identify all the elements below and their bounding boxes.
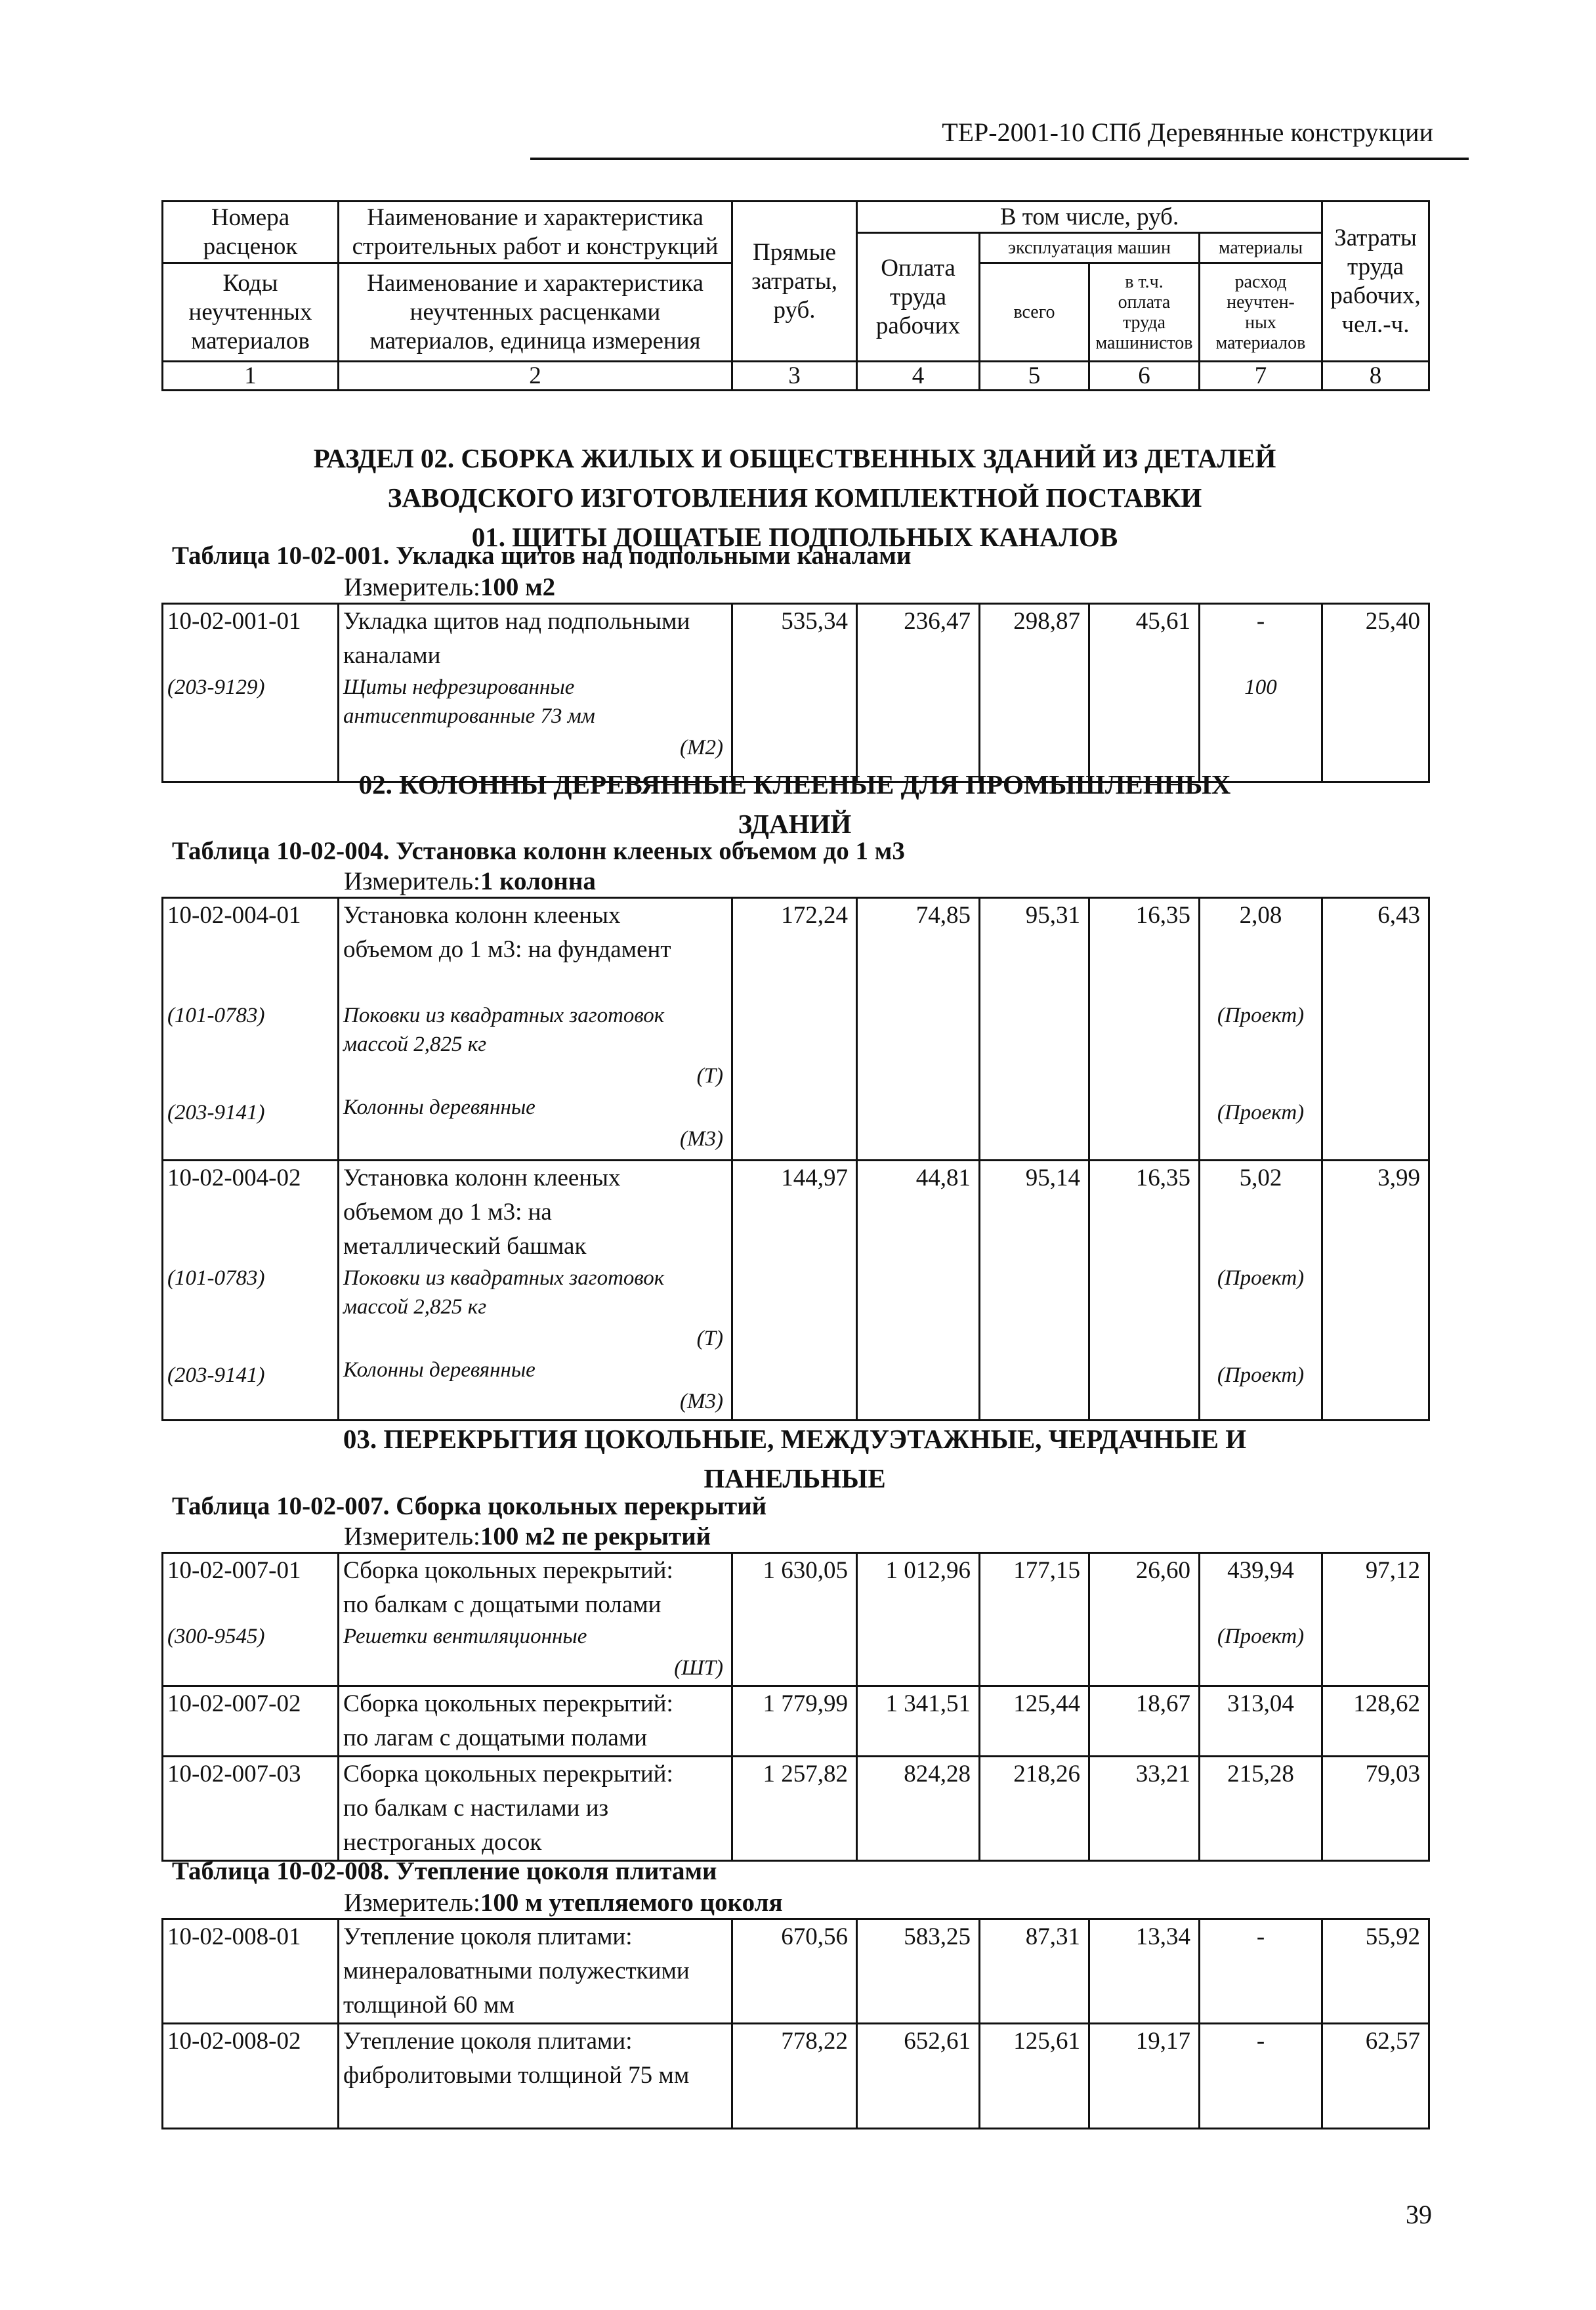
table-row: 10-02-007-03: [163, 1757, 339, 1861]
direct-cost: 1 257,82: [732, 1757, 857, 1861]
labor-hours: 3,99: [1322, 1161, 1429, 1421]
col8-header: Затраты труда рабочих, чел.-ч.: [1322, 202, 1429, 362]
section-subtitle: 02. КОЛОННЫ ДЕРЕВЯННЫЕ КЛЕЕНЫЕ ДЛЯ ПРОМЫШЛЕННЫХ ЗДАНИЙ: [358, 769, 1231, 839]
table-row: 10-02-007-01 (300-9545): [163, 1553, 339, 1686]
labor-hours: 79,03: [1322, 1757, 1429, 1861]
col-number: 1: [163, 362, 339, 391]
materials: - 100: [1200, 604, 1322, 782]
machines-total: 218,26: [980, 1757, 1089, 1861]
row-name: Установка колонн клееных объемом до 1 м3: на металлический башмак Поковки из квадратных заготовок массой 2,825 кг (Т) Колонны деревянные (М3): [339, 1161, 732, 1421]
col1-header-top: Номера расценок: [163, 202, 339, 263]
col2-header-bottom: Наименование и характеристика неучтенных расценками материалов, единица измерения: [339, 263, 732, 362]
running-header-title: ТЕР-2001-10 СПб Деревянные конструкции: [942, 118, 1433, 147]
row-name: Утепление цоколя плитами: минераловатными полужесткими толщиной 60 мм: [339, 1919, 732, 2024]
row-name: Укладка щитов над подпольными каналами Щиты нефрезированные антисептированные 73 мм (М2): [339, 604, 732, 782]
materials: 5,02 (Проект) (Проект): [1200, 1161, 1322, 1421]
machines-total: 95,14: [980, 1161, 1089, 1421]
row-name: Сборка цокольных перекрытий: по лагам с дощатыми полами: [339, 1686, 732, 1757]
meter-008: Измеритель:100 м утепляемого цоколя: [344, 1889, 783, 1917]
machines-total: 125,44: [980, 1686, 1089, 1757]
materials: 439,94 (Проект): [1200, 1553, 1322, 1686]
machinists-pay: 13,34: [1089, 1919, 1200, 2024]
labor-pay: 652,61: [857, 2024, 980, 2129]
machinists-pay: 18,67: [1089, 1686, 1200, 1757]
table-row: 10-02-008-01: [163, 1919, 339, 2024]
meter-004: Измеритель:1 колонна: [344, 867, 596, 895]
col-number: 7: [1200, 362, 1322, 391]
machines-total: 177,15: [980, 1553, 1089, 1686]
direct-cost: 172,24: [732, 898, 857, 1161]
rates-table-001: [161, 603, 1430, 783]
labor-pay: 824,28: [857, 1757, 980, 1861]
direct-cost: 144,97: [732, 1161, 857, 1421]
table-row: 10-02-007-02: [163, 1686, 339, 1757]
machinists-pay: 16,35: [1089, 1161, 1200, 1421]
labor-hours: 55,92: [1322, 1919, 1429, 2024]
page-number: 39: [1406, 2200, 1432, 2229]
col-number: 2: [339, 362, 732, 391]
rates-table-004: [161, 897, 1430, 1421]
labor-hours: 25,40: [1322, 604, 1429, 782]
col-number: 5: [980, 362, 1089, 391]
col-number: 6: [1089, 362, 1200, 391]
materials: -: [1200, 2024, 1322, 2129]
rates-table-007: [161, 1552, 1430, 1862]
labor-hours: 97,12: [1322, 1553, 1429, 1686]
header-rule: [530, 158, 1469, 160]
col3-header: Прямые затраты, руб.: [732, 202, 857, 362]
machinists-pay: 19,17: [1089, 2024, 1200, 2129]
labor-hours: 6,43: [1322, 898, 1429, 1161]
table-row: 10-02-004-01 (101-0783) (203-9141): [163, 898, 339, 1161]
materials-header: материалы: [1200, 233, 1322, 263]
materials: -: [1200, 1919, 1322, 2024]
machines-header: эксплуатация машин: [980, 233, 1200, 263]
meter-007: Измеритель:100 м2 пе рекрытий: [344, 1522, 711, 1551]
machinists-pay: 16,35: [1089, 898, 1200, 1161]
section-subtitle: 03. ПЕРЕКРЫТИЯ ЦОКОЛЬНЫЕ, МЕЖДУЭТАЖНЫЕ, ЧЕРДАЧНЫЕ И ПАНЕЛЬНЫЕ: [343, 1424, 1247, 1493]
table-row: 10-02-004-02 (101-0783) (203-9141): [163, 1161, 339, 1421]
col2-header-top: Наименование и характеристика строительных работ и конструкций: [339, 202, 732, 263]
col6-header: в т.ч. оплата труда машинистов: [1089, 263, 1200, 362]
incl-header: В том числе, руб.: [857, 202, 1322, 233]
machinists-pay: 33,21: [1089, 1757, 1200, 1861]
machinists-pay: 45,61: [1089, 604, 1200, 782]
table-row: 10-02-001-01 (203-9129): [163, 604, 339, 782]
direct-cost: 1 630,05: [732, 1553, 857, 1686]
labor-pay: 44,81: [857, 1161, 980, 1421]
machines-total: 125,61: [980, 2024, 1089, 2129]
rates-table-008: [161, 1918, 1430, 2129]
row-name: Утепление цоколя плитами: фибролитовыми толщиной 75 мм: [339, 2024, 732, 2129]
materials: 313,04: [1200, 1686, 1322, 1757]
direct-cost: 535,34: [732, 604, 857, 782]
row-name: Сборка цокольных перекрытий: по балкам с дощатыми полами Решетки вентиляционные (ШТ): [339, 1553, 732, 1686]
col-number: 8: [1322, 362, 1429, 391]
labor-pay: 1 012,96: [857, 1553, 980, 1686]
col-number: 3: [732, 362, 857, 391]
table-title-001: Таблица 10-02-001. Укладка щитов над подпольными каналами: [172, 542, 912, 570]
machines-total: 87,31: [980, 1919, 1089, 2024]
labor-pay: 74,85: [857, 898, 980, 1161]
row-name: Сборка цокольных перекрытий: по балкам с настилами из нестроганых досок: [339, 1757, 732, 1861]
labor-pay: 583,25: [857, 1919, 980, 2024]
materials: 2,08 (Проект) (Проект): [1200, 898, 1322, 1161]
column-header-table: [161, 200, 1430, 391]
direct-cost: 778,22: [732, 2024, 857, 2129]
direct-cost: 670,56: [732, 1919, 857, 2024]
section-title: РАЗДЕЛ 02. СБОРКА ЖИЛЫХ И ОБЩЕСТВЕННЫХ ЗДАНИЙ ИЗ ДЕТАЛЕЙ ЗАВОДСКОГО ИЗГОТОВЛЕНИЯ КОМПЛЕКТНОЙ ПОСТАВКИ 01. ЩИТЫ ДОЩАТЫЕ ПОДПОЛЬНЫХ КАНАЛОВ: [313, 443, 1276, 552]
direct-cost: 1 779,99: [732, 1686, 857, 1757]
machines-total: 95,31: [980, 898, 1089, 1161]
labor-pay: 1 341,51: [857, 1686, 980, 1757]
row-name: Установка колонн клееных объемом до 1 м3: на фундамент Поковки из квадратных заготовок массой 2,825 кг (Т) Колонны деревянные (М3): [339, 898, 732, 1161]
table-title-007: Таблица 10-02-007. Сборка цокольных перекрытий: [172, 1492, 767, 1520]
materials: 215,28: [1200, 1757, 1322, 1861]
meter-001: Измеритель:100 м2: [344, 573, 556, 601]
labor-pay: 236,47: [857, 604, 980, 782]
machinists-pay: 26,60: [1089, 1553, 1200, 1686]
col5-header: всего: [980, 263, 1089, 362]
labor-hours: 62,57: [1322, 2024, 1429, 2129]
table-row: 10-02-008-02: [163, 2024, 339, 2129]
col1-header-bottom: Коды неучтенных материалов: [163, 263, 339, 362]
table-title-008: Таблица 10-02-008. Утепление цоколя плитами: [172, 1857, 717, 1885]
machines-total: 298,87: [980, 604, 1089, 782]
table-title-004: Таблица 10-02-004. Установка колонн клееных объемом до 1 м3: [172, 837, 905, 865]
labor-hours: 128,62: [1322, 1686, 1429, 1757]
col4-header: Оплата труда рабочих: [857, 233, 980, 362]
col7-header: расход неучтен- ных материалов: [1200, 263, 1322, 362]
col-number: 4: [857, 362, 980, 391]
